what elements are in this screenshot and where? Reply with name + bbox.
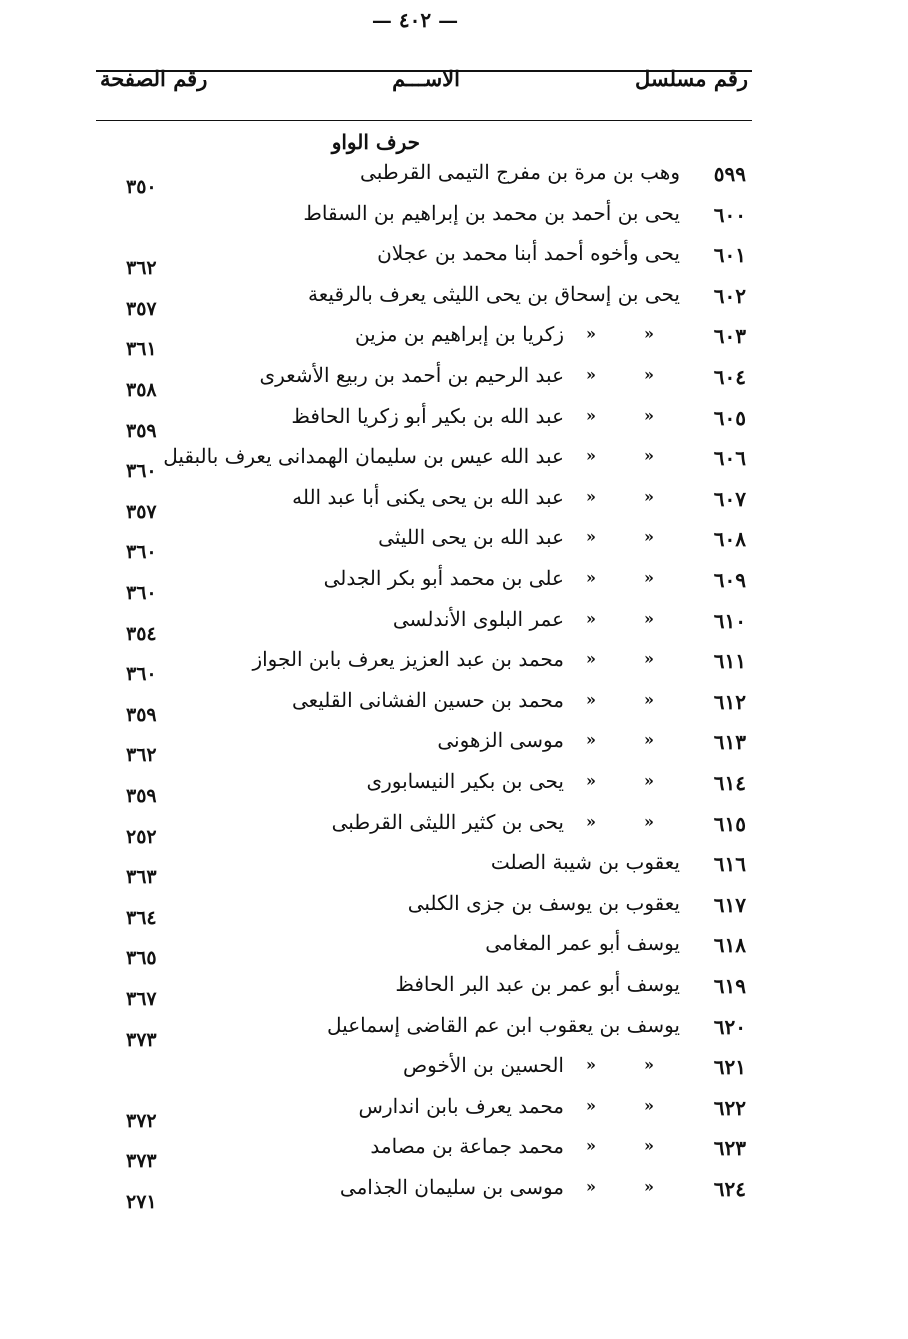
ditto-mark: « <box>586 1177 596 1196</box>
ditto-mark: « <box>586 730 596 750</box>
entry-serial-number: ٦١٣ <box>713 730 746 755</box>
ditto-mark: « <box>644 486 654 506</box>
entry-serial-number: ٦٠٨ <box>713 527 746 552</box>
entry-page-number: ٣٥٠ <box>126 176 157 198</box>
entry-page-number: ٣٥٩ <box>126 785 157 807</box>
entry-name: يحى بن إسحاق بن يحى الليثى يعرف بالرقيعة <box>308 281 680 306</box>
entry-serial-number: ٥٩٩ <box>713 162 746 186</box>
list-item <box>96 160 746 198</box>
list-item <box>96 606 746 645</box>
entry-serial-number: ٦١١ <box>713 649 746 674</box>
ditto-mark: « <box>644 568 654 587</box>
entry-page-number: ٣٦٠ <box>126 663 157 686</box>
ditto-mark: « <box>586 527 596 547</box>
entry-page-number: ٣٦٢ <box>126 744 157 767</box>
list-item <box>96 1134 746 1173</box>
entry-serial-number: ٦١٦ <box>713 852 746 877</box>
entry-name: يوسف بن يعقوب ابن عم القاضى إسماعيل <box>327 1012 680 1037</box>
ditto-mark: « <box>586 446 596 466</box>
ditto-mark: « <box>586 1136 596 1156</box>
ditto-mark: « <box>586 365 596 384</box>
ditto-mark: « <box>644 405 654 425</box>
entry-name: عبد الله عيس بن سليمان الهمدانى يعرف بالبقيل <box>163 444 564 469</box>
table-header <box>96 66 752 106</box>
header-bottom-rule <box>96 120 752 121</box>
ditto-mark: « <box>644 1177 654 1196</box>
section-heading: حرف الواو <box>331 130 420 154</box>
list-item <box>96 647 746 686</box>
entry-name: عبد الله بن يحى الليثى <box>378 525 564 550</box>
list-item <box>96 403 746 442</box>
ditto-mark: « <box>586 486 596 506</box>
ditto-mark: « <box>644 527 654 547</box>
entry-serial-number: ٦٢٣ <box>713 1136 746 1161</box>
ditto-mark: « <box>586 568 596 587</box>
list-item <box>96 728 746 767</box>
entry-serial-number: ٦١٤ <box>713 771 746 795</box>
list-item <box>96 363 746 401</box>
entry-page-number: ٣٧٢ <box>126 1109 157 1132</box>
list-item <box>96 809 746 848</box>
entry-name: عبد الرحيم بن أحمد بن ربيع الأشعرى <box>259 363 564 387</box>
list-item <box>96 972 746 1010</box>
ditto-mark: « <box>586 1055 596 1075</box>
entry-name: محمد يعرف بابن اندارس <box>358 1093 564 1118</box>
header-page-number: رقم الصفحة <box>100 66 208 91</box>
entry-serial-number: ٦٠٣ <box>713 324 746 349</box>
entry-serial-number: ٦٠٦ <box>713 446 746 471</box>
entry-name: يوسف أبو عمر المغامى <box>485 931 680 956</box>
ditto-mark: « <box>644 811 654 831</box>
entry-serial-number: ٦١٨ <box>713 933 746 958</box>
ditto-mark: « <box>644 689 654 709</box>
entry-name: موسى بن سليمان الجذامى <box>339 1175 564 1199</box>
entry-serial-number: ٦٢٠ <box>713 1014 746 1039</box>
entry-page-number: ٣٦٢ <box>126 257 157 280</box>
entry-name: يحى بن كثير الليثى القرطبى <box>331 809 564 834</box>
entry-page-number: ٣٦٣ <box>126 866 157 889</box>
ditto-mark: « <box>644 324 654 344</box>
entry-name: وهب بن مرة بن مفرج التيمى القرطبى <box>360 160 680 184</box>
entry-name: على بن محمد أبو بكر الجدلى <box>323 566 564 590</box>
ditto-mark: « <box>644 1095 654 1115</box>
list-item <box>96 687 746 726</box>
entry-serial-number: ٦٢٢ <box>713 1095 746 1120</box>
ditto-mark: « <box>644 446 654 466</box>
ditto-mark: « <box>586 811 596 831</box>
entry-page-number: ٣٥٧ <box>126 297 157 320</box>
entry-page-number: ٣٦٠ <box>126 582 157 604</box>
entry-page-number: ٣٦٥ <box>126 947 157 970</box>
list-item <box>96 484 746 523</box>
ditto-mark: « <box>644 1055 654 1075</box>
ditto-mark: « <box>586 1095 596 1115</box>
header-name: الاســـم <box>392 66 460 91</box>
list-item <box>96 241 746 280</box>
ditto-mark: « <box>644 730 654 750</box>
entry-name: يوسف أبو عمر بن عبد البر الحافظ <box>395 972 680 996</box>
list-item <box>96 525 746 564</box>
entry-page-number: ٣٥٩ <box>126 703 157 726</box>
ditto-mark: « <box>586 649 596 669</box>
entry-page-number: ٣٦٠ <box>126 460 157 483</box>
ditto-mark: « <box>644 649 654 669</box>
entry-name: محمد بن عبد العزيز يعرف بابن الجواز <box>252 647 564 672</box>
entry-serial-number: ٦٠١ <box>713 243 746 268</box>
entry-name: يحى بن بكير النيسابورى <box>366 769 564 793</box>
entry-name: الحسين بن الأخوص <box>402 1053 564 1078</box>
list-item <box>96 322 746 361</box>
ditto-mark: « <box>586 324 596 344</box>
ditto-mark: « <box>586 608 596 628</box>
list-item <box>96 566 746 604</box>
list-item <box>96 201 746 235</box>
entry-name: زكريا بن إبراهيم بن مزين <box>354 322 564 347</box>
ditto-mark: « <box>644 365 654 384</box>
entry-serial-number: ٦٠٥ <box>713 405 746 430</box>
entry-serial-number: ٦١٢ <box>713 689 746 714</box>
entries-list <box>96 160 746 1220</box>
entry-name: يعقوب بن يوسف بن جزى الكلبى <box>407 890 680 915</box>
ditto-mark: « <box>644 771 654 790</box>
list-item <box>96 1053 746 1087</box>
entry-name: محمد جماعة بن مصامد <box>370 1134 564 1159</box>
entry-name: يحى بن أحمد بن محمد بن إبراهيم بن السقاط <box>303 200 680 225</box>
list-item <box>96 281 746 320</box>
ditto-mark: « <box>586 689 596 709</box>
entry-page-number: ٣٥٤ <box>126 622 157 645</box>
ditto-mark: « <box>644 608 654 628</box>
entry-serial-number: ٦٠٤ <box>713 365 746 389</box>
list-item <box>96 850 746 889</box>
page-number: — ٤٠٢ — <box>371 8 459 32</box>
entry-serial-number: ٦١٩ <box>713 974 746 998</box>
ditto-mark: « <box>644 1136 654 1156</box>
entry-page-number: ٣٦١ <box>126 338 157 361</box>
list-item <box>96 444 746 483</box>
list-item <box>96 769 746 807</box>
list-item <box>96 1093 746 1132</box>
entry-name: عبد الله بن يحى يكنى أبا عبد الله <box>292 484 564 509</box>
ditto-mark: « <box>586 405 596 425</box>
list-item <box>96 931 746 970</box>
entry-name: محمد بن حسين الفشانى القليعى <box>291 687 564 712</box>
entry-name: موسى الزهونى <box>437 728 564 753</box>
entry-name: عبد الله بن بكير أبو زكريا الحافظ <box>291 403 564 428</box>
entry-page-number: ٣٧٣ <box>126 1150 157 1173</box>
header-serial-number: رقم مسلسل <box>634 66 748 91</box>
entry-serial-number: ٦٠٧ <box>713 486 746 511</box>
entry-name: يحى وأخوه أحمد أبنا محمد بن عجلان <box>377 241 680 266</box>
list-item <box>96 1012 746 1051</box>
entry-page-number: ٣٦٤ <box>126 906 157 929</box>
entry-name: يعقوب بن شيبة الصلت <box>490 850 680 875</box>
entry-page-number: ٣٥٩ <box>126 419 157 442</box>
ditto-mark: « <box>586 771 596 790</box>
entry-page-number: ٣٦٧ <box>126 988 157 1010</box>
entry-serial-number: ٦٢١ <box>713 1055 746 1080</box>
list-item <box>96 1175 746 1213</box>
entry-serial-number: ٦٠٢ <box>713 283 746 308</box>
entry-serial-number: ٦٠٩ <box>713 568 746 592</box>
list-item <box>96 890 746 929</box>
entry-page-number: ٣٦٠ <box>126 541 157 564</box>
entry-page-number: ٢٧١ <box>126 1191 157 1213</box>
entry-serial-number: ٦١٠ <box>713 608 746 633</box>
entry-serial-number: ٦١٧ <box>713 892 746 917</box>
entry-serial-number: ٦٢٤ <box>713 1177 746 1201</box>
entry-page-number: ٣٧٣ <box>126 1028 157 1051</box>
entry-serial-number: ٦٠٠ <box>713 202 746 227</box>
entry-page-number: ٢٥٢ <box>126 825 157 848</box>
entry-page-number: ٣٥٧ <box>126 500 157 523</box>
entry-name: عمر البلوى الأندلسى <box>392 606 564 631</box>
entry-page-number: ٣٥٨ <box>126 379 157 401</box>
entry-serial-number: ٦١٥ <box>713 811 746 836</box>
